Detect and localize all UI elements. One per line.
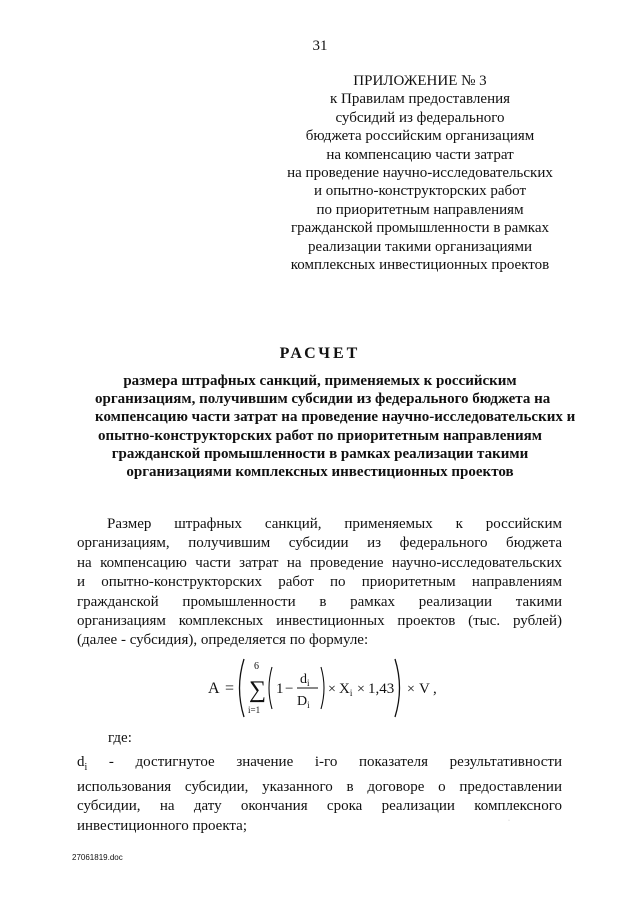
paragraph-line: инвестиционного проекта;: [77, 817, 247, 834]
fraction-numerator: $d_i$: [300, 672, 310, 688]
inner-right-paren: [321, 667, 324, 709]
times-sign: ×: [357, 682, 365, 697]
paragraph-line: и опытно-конструкторских работ по приоритетным направлениям: [77, 574, 562, 591]
formula-coefficient: 1,43: [368, 681, 395, 697]
formula-minus: −: [285, 681, 294, 697]
sum-upper-limit: 6: [254, 661, 259, 672]
document-subtitle: [95, 372, 576, 481]
appendix-line: гражданской промышленности в рамках: [290, 220, 550, 237]
paragraph-line: (далее - субсидия), определяется по формуле:: [77, 632, 369, 649]
paragraph-line: организациям, получившим субсидии из федерального бюджета: [77, 535, 562, 552]
speck-mark: ·: [508, 818, 510, 824]
variable-subscript: i: [84, 762, 88, 773]
formula-comma: ,: [433, 681, 437, 697]
penalty-formula: [208, 655, 468, 721]
appendix-line: на компенсацию части затрат: [326, 146, 514, 163]
formula-equals: =: [225, 680, 235, 697]
appendix-line: на проведение научно-исследовательских: [287, 165, 553, 182]
variable-d: d: [77, 754, 85, 770]
paragraph-line: организациям комплексных инвестиционных проектов (тыс. рублей): [77, 613, 562, 630]
outer-left-paren: [240, 659, 245, 717]
page-number: 31: [312, 38, 328, 54]
formula-lhs: A: [208, 680, 220, 697]
formula-one: 1: [276, 681, 284, 697]
times-sign: ×: [407, 682, 415, 697]
appendix-line: бюджета российским организациям: [305, 128, 535, 145]
formula-v: V: [419, 681, 430, 697]
paragraph-line: на компенсацию части затрат на проведение научно-исследовательских: [77, 554, 562, 571]
appendix-header: [270, 72, 570, 274]
paragraph-line: Размер штрафных санкций, применяемых к российским: [107, 516, 562, 532]
paragraph-line: использования субсидии, указанного в договоре о предоставлении: [77, 778, 562, 795]
document-title: РАСЧЕТ: [279, 345, 361, 362]
inner-left-paren: [269, 667, 272, 709]
appendix-line: и опытно-конструкторских работ: [313, 183, 527, 200]
sum-lower-limit: i=1: [248, 705, 261, 715]
appendix-line: субсидий из федерального: [335, 109, 505, 126]
times-sign: ×: [328, 682, 336, 697]
formula-x: $X_i$: [339, 681, 353, 698]
paragraph-definition: [77, 515, 562, 651]
appendix-line: к Правилам предоставления: [329, 91, 511, 108]
fraction-denominator: $D_i$: [297, 694, 310, 710]
appendix-line: ПРИЛОЖЕНИЕ № 3: [353, 73, 487, 89]
variable-description: - достигнутое значение i-го показателя результативности: [87, 754, 562, 770]
subtitle-line: организациями комплексных инвестиционных проектов: [126, 464, 514, 481]
appendix-line: комплексных инвестиционных проектов: [290, 257, 550, 274]
paragraph-line: субсидии, на дату окончания срока реализации комплексного: [77, 798, 562, 815]
subtitle-line: компенсацию части затрат на проведение научно-исследовательских и: [95, 409, 576, 426]
subtitle-line: организациям, получившим субсидии из федерального бюджета на: [95, 391, 551, 408]
paragraph-line: [77, 753, 562, 778]
appendix-line: реализации такими организациями: [308, 238, 532, 255]
file-name-footer: 27061819.doc: [72, 853, 123, 862]
outer-right-paren: [395, 659, 400, 717]
paragraph-line: гражданской промышленности в рамках реализации такими: [77, 593, 562, 610]
paragraph-variable-definition: [77, 753, 562, 836]
where-label: где:: [108, 730, 132, 746]
subtitle-line: опытно-конструкторских работ по приоритетным направлениям: [98, 427, 542, 444]
sum-symbol: ∑: [249, 677, 267, 703]
subtitle-line: гражданской промышленности в рамках реализации такими: [111, 445, 529, 462]
appendix-line: по приоритетным направлениям: [316, 201, 524, 218]
subtitle-line: размера штрафных санкций, применяемых к российским: [123, 373, 517, 389]
